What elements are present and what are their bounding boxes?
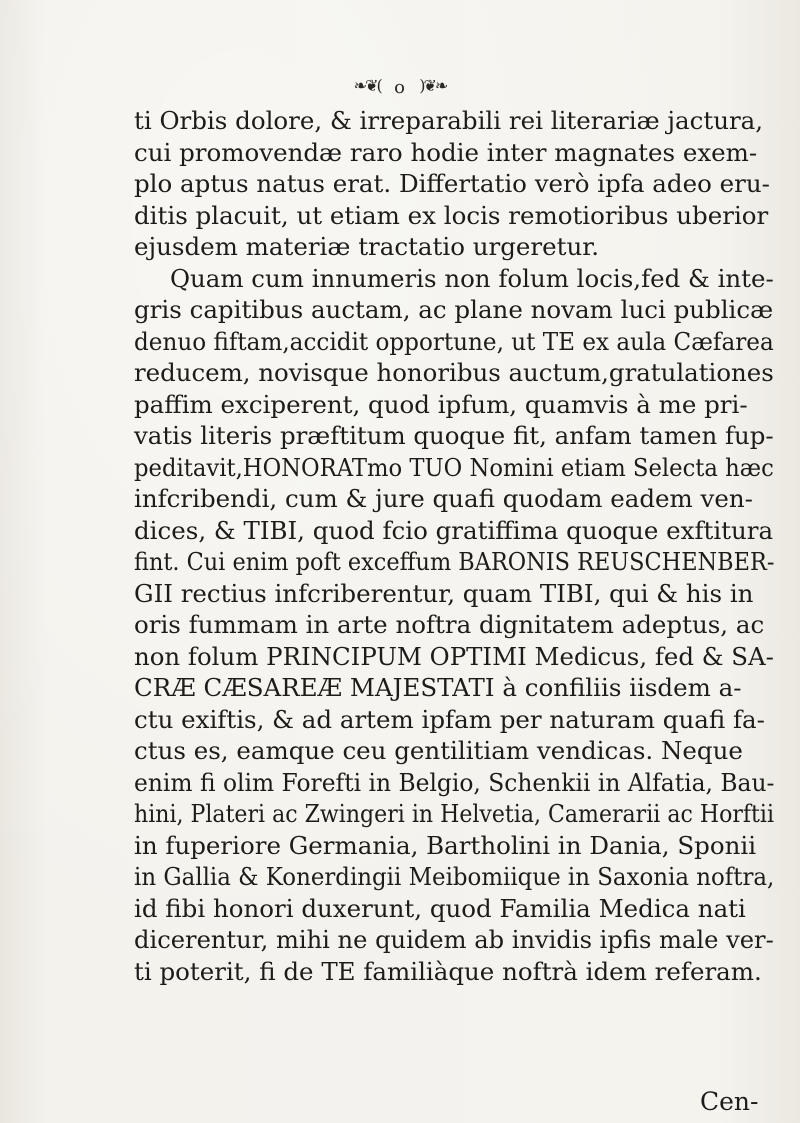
text-line: vatis literis præftitum quoque fit, anfam tamen fup- [134,421,774,450]
text-line: dicerentur, mihi ne quidem ab invidis ipfis male ver- [134,925,774,954]
ornament-left-icon: ❧❦( [353,76,381,95]
text-line: in fuperiore Germania, Bartholini in Dania, Sponii [134,830,757,860]
text-line: plo aptus natus erat. Differtatio verò ipfa adeo eru- [134,169,770,198]
text-line: enim fi olim Forefti in Belgio, Schenkii in Alfatia, Bau- [134,767,775,797]
text-line: oris fummam in arte noftra dignitatem adeptus, ac [134,610,765,639]
text-line: ctus es, eamque ceu gentilitiam vendicas. Neque [134,736,743,765]
text-line: CRÆ CÆSAREÆ MAJESTATI à confiliis iisdem a- [134,673,742,702]
text-line: infcribendi, cum & jure quafi quodam eadem ven- [134,484,753,513]
page-mark: o [394,77,406,98]
body-text [134,105,774,987]
text-line: GII rectius infcriberentur, quam TIBI, qui & his in [134,578,754,608]
text-line: gris capitibus auctam, ac plane novam luci publicæ [134,295,774,324]
text-line: dices, & TIBI, quod fcio gratiffima quoque exftitura [134,515,774,545]
text-line: ejusdem materiæ tractatio urgeretur. [134,232,600,261]
text-line: reducem, novisque honoribus auctum,gratulationes [134,358,774,387]
text-line: ctu exiftis, & ad artem ipfam per naturam quafi fa- [134,704,765,734]
text-line: paffim exciperent, quod ipfum, quamvis à me pri- [134,389,748,419]
text-line: hini, Plateri ac Zwingeri in Helvetia, Camerarii ac Horftii [134,799,775,828]
text-line: ti Orbis dolore, & irreparabili rei literariæ jactura, [134,106,764,135]
text-line: non folum PRINCIPUM OPTIMI Medicus, fed & SA- [134,641,774,671]
text-line: id fibi honori duxerunt, quod Familia Medica nati [134,893,746,923]
text-line: in Gallia & Konerdingii Meibomiique in Saxonia noftra, [134,862,775,891]
text-line: ti poterit, fi de TE familiàque noftrà idem referam. [134,956,762,986]
text-line: cui promovendæ raro hodie inter magnates exem- [134,137,758,167]
text-line: peditavit,HONORATmo TUO Nomini etiam Selecta hæc [134,452,774,482]
text-line: fint. Cui enim poft exceffum BARONIS REUSCHENBER- [134,547,775,576]
catchword: Cen- [700,1087,759,1116]
text-line: ditis placuit, ut etiam ex locis remotioribus uberior [134,200,769,230]
text-line: denuo fiftam,accidit opportune, ut TE ex aula Cæfarea [134,326,774,356]
ornament-right-icon: )❦❧ [419,76,447,95]
text-line: Quam cum innumeris non folum locis,fed & inte- [169,263,774,293]
page-header [0,74,800,98]
